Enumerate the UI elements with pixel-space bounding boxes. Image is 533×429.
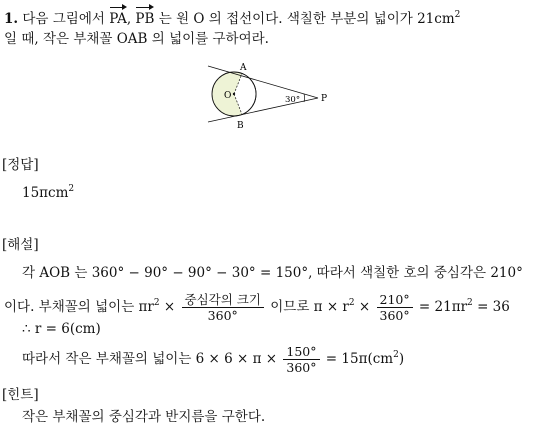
solution-line-3: ∴ r = 6(cm) bbox=[22, 321, 101, 337]
solution-line-4 bbox=[22, 338, 404, 376]
problem-line-2: 일 때, 작은 부채꼴 OAB 의 넓이를 구하여라. bbox=[4, 31, 269, 47]
solution-line2-f: = 36 bbox=[472, 299, 510, 315]
solution-line4-sup: 2 bbox=[393, 350, 399, 360]
frac1-num: 중심각의 크기 bbox=[182, 292, 264, 308]
fraction-central-angle bbox=[182, 292, 264, 323]
label-a: A bbox=[240, 63, 247, 73]
fraction-210 bbox=[377, 292, 413, 323]
label-o: O bbox=[224, 91, 232, 101]
frac2-den: 360° bbox=[379, 308, 410, 323]
label-b: B bbox=[237, 121, 244, 130]
frac3-num: 150° bbox=[283, 344, 319, 360]
solution-line4-b: = 15π(cm bbox=[321, 351, 394, 367]
answer-value: 15πcm bbox=[22, 185, 69, 201]
solution-line2-sup3: 2 bbox=[467, 298, 473, 308]
frac3-den: 360° bbox=[286, 360, 317, 375]
solution-line4-a: 따라서 작은 부채꼴의 넓이는 6 × 6 × π × bbox=[22, 351, 278, 367]
solution-line-2 bbox=[4, 286, 510, 324]
problem-sup: 2 bbox=[454, 10, 461, 20]
answer-sup: 2 bbox=[68, 184, 75, 194]
answer-heading: [정답] bbox=[2, 157, 39, 173]
frac1-den: 360° bbox=[207, 308, 238, 323]
solution-line2-a: 이다. 부채꼴의 넓이는 πr bbox=[4, 299, 154, 315]
tangent-figure bbox=[200, 58, 335, 130]
problem-text-a: 다음 그림에서 bbox=[22, 11, 105, 27]
solution-heading: [해설] bbox=[2, 237, 39, 253]
hint-heading: [힌트] bbox=[2, 387, 39, 403]
problem-line-1 bbox=[4, 6, 460, 28]
vector-pa: PA bbox=[109, 11, 127, 27]
angle-arc bbox=[304, 94, 305, 102]
problem-text-b: 는 원 O 의 접선이다. 색칠한 부분의 넓이가 21cm bbox=[158, 11, 455, 27]
vector-pb: PB bbox=[135, 11, 155, 27]
solution-line2-sup2: 2 bbox=[348, 298, 355, 308]
answer-value-line bbox=[22, 180, 74, 202]
solution-line2-b: × bbox=[159, 299, 176, 315]
frac2-num: 210° bbox=[377, 292, 413, 308]
solution-line4-c: ) bbox=[398, 351, 405, 367]
vector-separator: , bbox=[126, 11, 132, 27]
label-p: P bbox=[321, 94, 328, 104]
solution-line-1: 각 AOB 는 360° − 90° − 90° − 30° = 150°, 따라서 색칠한 호의 중심각은 210° bbox=[22, 265, 523, 281]
solution-line2-c: 이므로 π × r bbox=[265, 299, 349, 315]
fraction-150 bbox=[283, 344, 319, 375]
hint-text: 작은 부채꼴의 중심각과 반지름을 구한다. bbox=[22, 409, 266, 425]
solution-line2-sup: 2 bbox=[153, 298, 160, 308]
solution-line2-e: = 21πr bbox=[414, 299, 468, 315]
angle-label: 30° bbox=[285, 95, 301, 105]
problem-number: 1. bbox=[4, 11, 19, 27]
solution-line2-d: × bbox=[354, 299, 371, 315]
center-dot bbox=[233, 93, 235, 95]
